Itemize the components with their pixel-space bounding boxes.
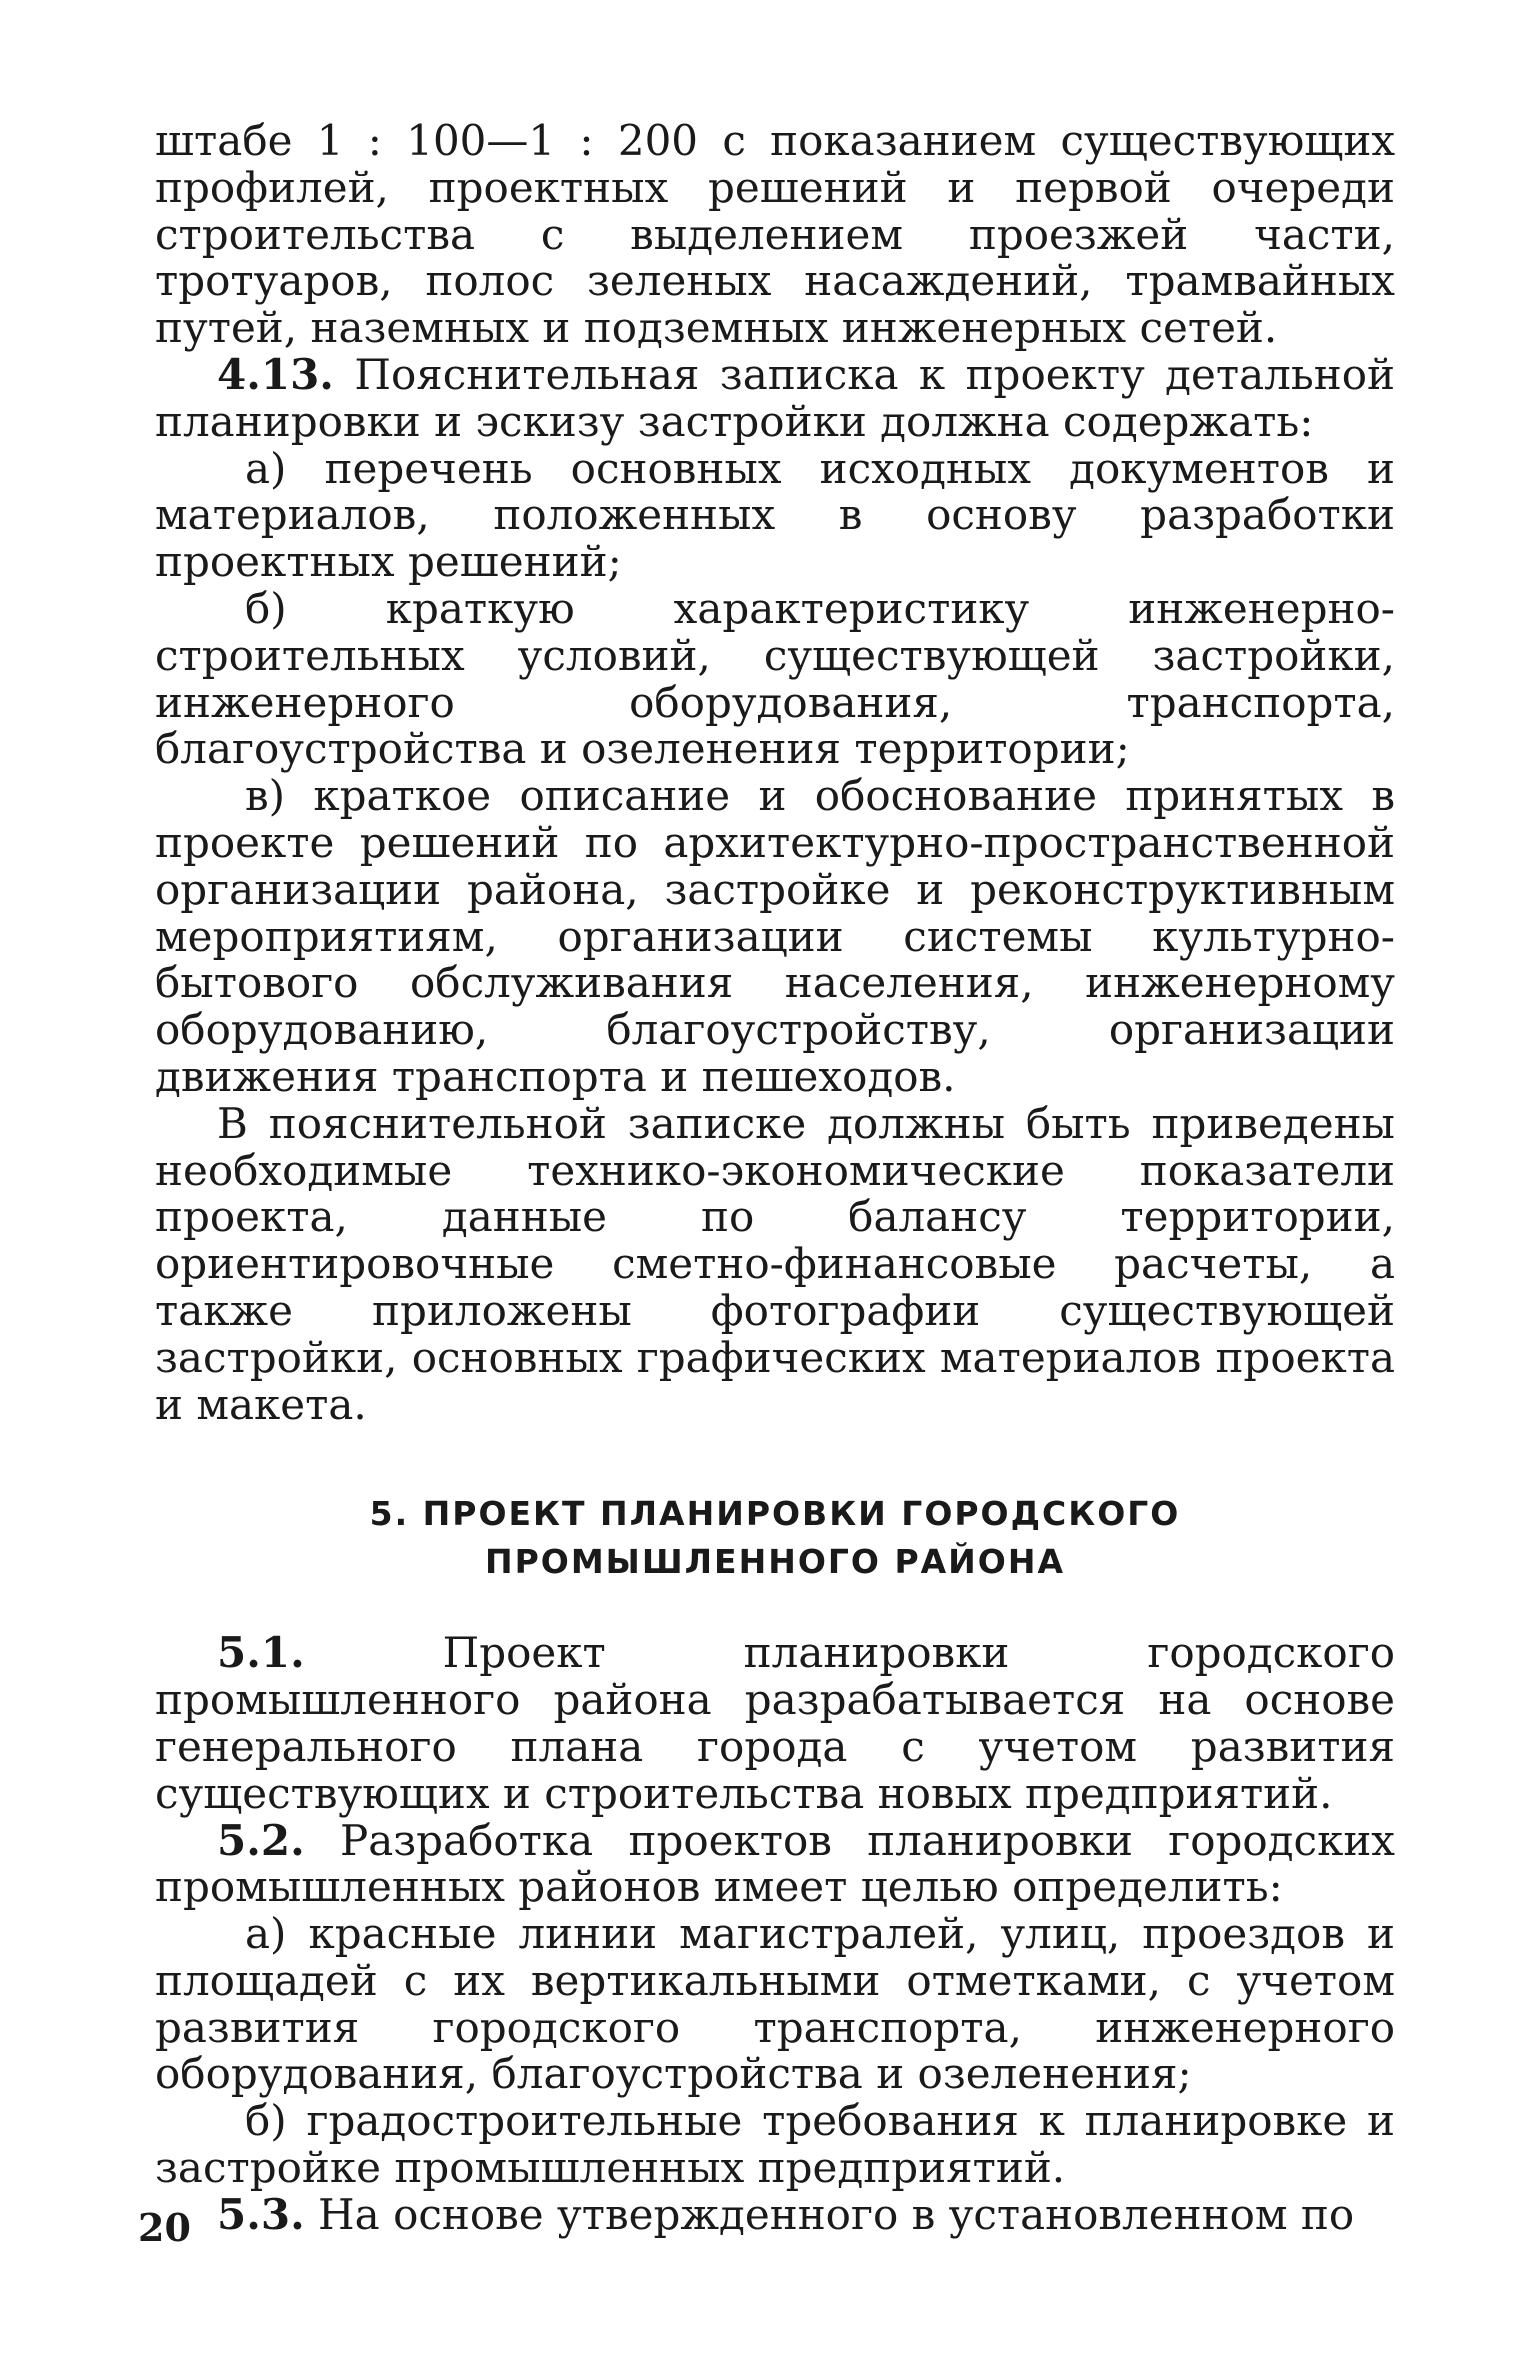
paragraph-5-2 xyxy=(155,1815,1395,1912)
clause-number: 5.2. xyxy=(217,1815,305,1865)
clause-number: 4.13. xyxy=(217,349,334,399)
clause-number: 5.1. xyxy=(217,1628,305,1678)
list-item-a: а) перечень основных исходных документов и материалов, положенных в основу разработки проектных решений; xyxy=(155,443,1395,587)
paragraph-5-1 xyxy=(155,1630,1395,1817)
clause-text: Пояснительная записка к проекту детальной планировки и эскизу застройки должна содержать: xyxy=(155,349,1395,446)
list-item-b: б) градостроительные требования к планировке и застройке промышленных предприятий. xyxy=(155,2096,1395,2193)
paragraph-explanatory-note: В пояснительной записке должны быть приведены необходимые технико-экономические показатели проекта, данные по балансу территории, ориентировочные сметно-финансовые расчеты, а также приложены фотографии существующей застройки, основных графических материалов проекта и макета. xyxy=(155,1098,1395,1429)
clause-number: 5.3. xyxy=(217,2189,305,2239)
document-page xyxy=(155,118,1395,2239)
list-item-b: б) краткую характеристику инженерно-строительных условий, существующей застройки, инженерного оборудования, транспорта, благоустройства и озеленения территории; xyxy=(155,583,1395,774)
paragraph-continuation: штабе 1 : 100—1 : 200 с показанием существующих профилей, проектных решений и первой очереди строительства с выделением проезжей части, тротуаров, полос зеленых насаждений, трамвайных путей, наземных и подземных инженерных сетей. xyxy=(155,116,1395,353)
section-heading-line2: ПРОМЫШЛЕННОГО РАЙОНА xyxy=(484,1542,1066,1582)
section-heading-line1: 5. ПРОЕКТ ПЛАНИРОВКИ ГОРОДСКОГО xyxy=(369,1494,1181,1534)
paragraph-5-3 xyxy=(155,2189,1395,2239)
clause-text: Разработка проектов планировки городских промышленных районов имеет целью определить: xyxy=(155,1815,1395,1912)
section-heading xyxy=(155,1490,1395,1586)
list-item-a: а) красные линии магистралей, улиц, проездов и площадей с их вертикальными отметками, с учетом развития городского транспорта, инженерного оборудования, благоустройства и озеленения; xyxy=(155,1909,1395,2099)
list-item-c: в) краткое описание и обоснование принятых в проекте решений по архитектурно-пространственной организации района, застройке и реконструктивным мероприятиям, организации системы культурно-бытового обслуживания населения, инженерному оборудованию, благоустройству, организации движения транспорта и пешеходов. xyxy=(155,771,1395,1101)
clause-text: Проект планировки городского промышленного района разрабатывается на основе генерального плана города с учетом развития существующих и строительства новых предприятий. xyxy=(155,1628,1395,1818)
clause-text: На основе утвержденного в установленном по xyxy=(304,2189,1355,2239)
paragraph-4-13 xyxy=(155,349,1395,446)
page-number: 20 xyxy=(138,2205,191,2250)
